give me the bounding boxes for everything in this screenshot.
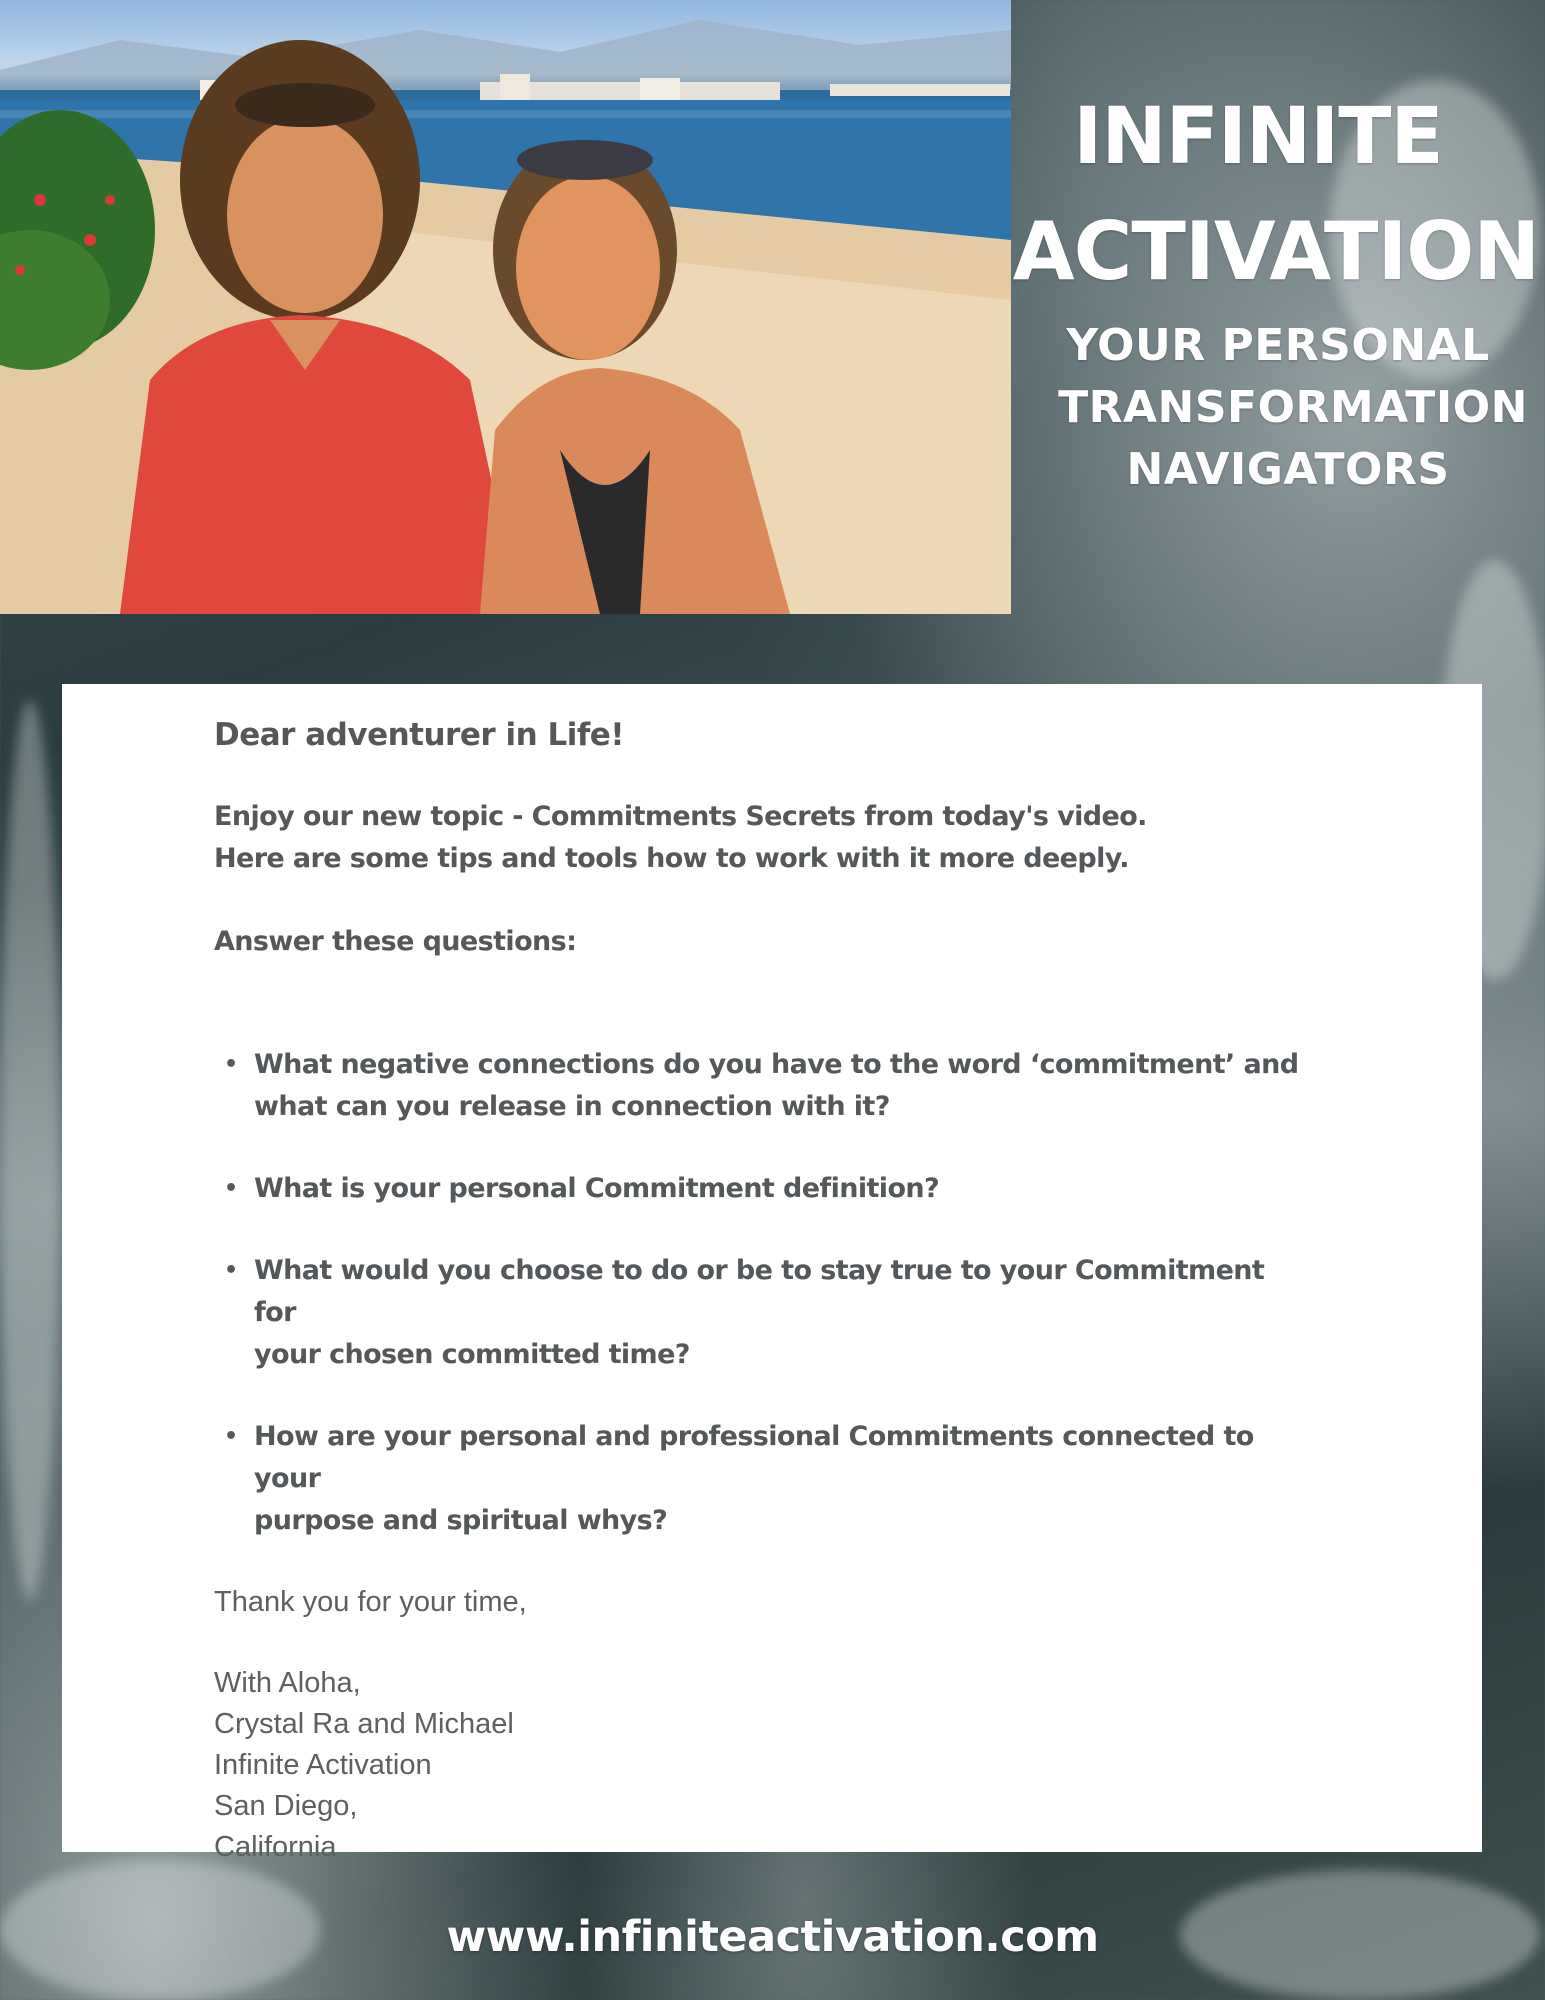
subtitle-line: TRANSFORMATION xyxy=(1058,382,1528,433)
list-item xyxy=(214,1044,1304,1128)
signature-line: Crystal Ra and Michael xyxy=(214,1708,514,1740)
intro-line: Enjoy our new topic - Commitments Secrets from today's video. xyxy=(214,801,1147,832)
beach-photo-illustration xyxy=(0,0,1011,614)
list-item xyxy=(214,1416,1304,1542)
header xyxy=(1011,0,1545,614)
question-line: purpose and spiritual whys? xyxy=(254,1505,668,1536)
signature-line: California xyxy=(214,1831,337,1863)
questions-prompt: Answer these questions: xyxy=(214,926,577,957)
letter-signature xyxy=(214,1663,1364,1868)
letter-content xyxy=(214,714,1364,1868)
bullet-icon: • xyxy=(224,1424,238,1449)
questions-list xyxy=(214,1044,1364,1542)
intro-line: Here are some tips and tools how to work with it more deeply. xyxy=(214,843,1129,874)
question-line: How are your personal and professional Commitments connected to your xyxy=(254,1421,1254,1494)
bullet-icon: • xyxy=(224,1258,238,1283)
beach-photo xyxy=(0,0,1011,614)
signature-line: With Aloha, xyxy=(214,1667,361,1699)
foam-texture xyxy=(0,700,60,1600)
bullet-icon: • xyxy=(224,1176,238,1201)
brand-title-line2: ACTIVATION xyxy=(1012,205,1540,298)
letter-thanks: Thank you for your time, xyxy=(214,1586,527,1618)
signature-line: San Diego, xyxy=(214,1790,358,1822)
question-line: What negative connections do you have to the word ‘commitment’ and xyxy=(254,1049,1299,1080)
question-line: your chosen committed time? xyxy=(254,1339,690,1370)
signature-line: Infinite Activation xyxy=(214,1749,432,1781)
question-line: What is your personal Commitment definition? xyxy=(254,1173,940,1204)
brand-title-line1: INFINITE xyxy=(1073,92,1443,182)
question-line: what can you release in connection with it? xyxy=(254,1091,890,1122)
letter-greeting: Dear adventurer in Life! xyxy=(214,717,624,753)
question-line: What would you choose to do or be to stay true to your Commitment for xyxy=(254,1255,1265,1328)
subtitle-line: NAVIGATORS xyxy=(1126,444,1450,495)
list-item xyxy=(214,1168,1304,1210)
letter-card xyxy=(62,684,1482,1863)
website-link[interactable]: www.infiniteactivation.com xyxy=(446,1912,1099,1962)
bullet-icon: • xyxy=(224,1052,238,1077)
subtitle-line: YOUR PERSONAL xyxy=(1066,320,1490,371)
brand-subtitle xyxy=(1011,315,1545,501)
list-item xyxy=(214,1250,1304,1376)
letter-intro xyxy=(214,796,1364,880)
